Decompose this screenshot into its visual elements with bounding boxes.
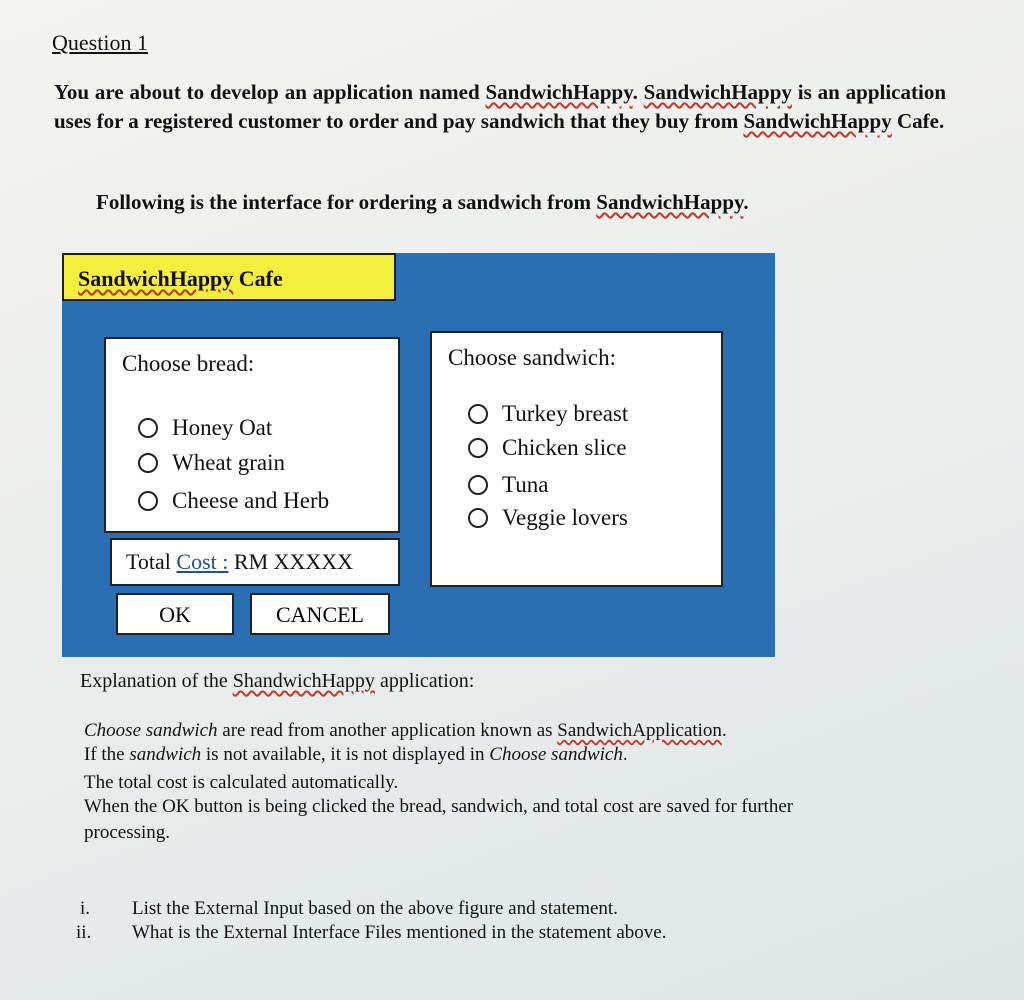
bread-option-cheese-herb[interactable]: Cheese and Herb [138, 488, 329, 514]
radio-icon[interactable] [138, 453, 158, 473]
sandwich-label: Choose sandwich: [448, 345, 617, 370]
cancel-button[interactable]: CANCEL [250, 593, 390, 635]
explanation-line: When the OK button is being clicked the bread, sandwich, and total cost are saved for further [84, 796, 794, 817]
explanation-line: The total cost is calculated automatically. [84, 772, 399, 793]
total-cost-value: RM XXXXX [228, 549, 354, 574]
app-name: SandwichHappy [485, 80, 633, 104]
sandwich-option-veggie[interactable]: Veggie lovers [468, 505, 628, 531]
radio-icon[interactable] [468, 404, 488, 424]
total-cost-box: Total Cost : RM XXXXX [110, 538, 400, 586]
radio-icon[interactable] [468, 438, 488, 458]
question-text: List the External Input based on the above figure and statement. [132, 898, 618, 919]
sandwich-option-turkey[interactable]: Turkey breast [468, 401, 628, 427]
explanation-line: If the sandwich is not available, it is not displayed in Choose sandwich. [84, 744, 628, 765]
radio-icon[interactable] [138, 491, 158, 511]
explanation-line: processing. [84, 822, 171, 843]
dialog-title: SandwichHappy Cafe [62, 253, 396, 301]
app-name: SandwichHappy [743, 109, 892, 133]
radio-icon[interactable] [468, 475, 488, 495]
order-dialog [62, 253, 775, 657]
question-heading: Question 1 [52, 30, 148, 55]
sandwich-panel [430, 331, 723, 587]
question-number: i. [80, 898, 91, 919]
bread-option-honey-oat[interactable]: Honey Oat [138, 415, 272, 441]
bread-label: Choose bread: [122, 351, 255, 376]
explanation-heading: Explanation of the ShandwichHappy application: [80, 670, 475, 692]
ok-button[interactable]: OK [116, 593, 234, 635]
following-text: Following is the interface for ordering a sandwich from SandwichHappy. [96, 190, 749, 214]
app-name: SandwichHappy [643, 80, 792, 104]
sandwich-option-tuna[interactable]: Tuna [468, 472, 548, 498]
bread-panel [104, 337, 400, 533]
question-number: ii. [76, 922, 92, 943]
intro-paragraph: You are about to develop an application named SandwichHappy. SandwichHappy is an application uses for a registered customer to order and pay sandwich that they buy from SandwichHappy Cafe. [54, 80, 947, 133]
question-text: What is the External Interface Files mentioned in the statement above. [132, 922, 667, 943]
radio-icon[interactable] [138, 418, 158, 438]
sandwich-option-chicken[interactable]: Chicken slice [468, 435, 627, 461]
explanation-line: Choose sandwich are read from another application known as SandwichApplication. [84, 720, 727, 741]
bread-option-wheat-grain[interactable]: Wheat grain [138, 450, 285, 476]
radio-icon[interactable] [468, 508, 488, 528]
